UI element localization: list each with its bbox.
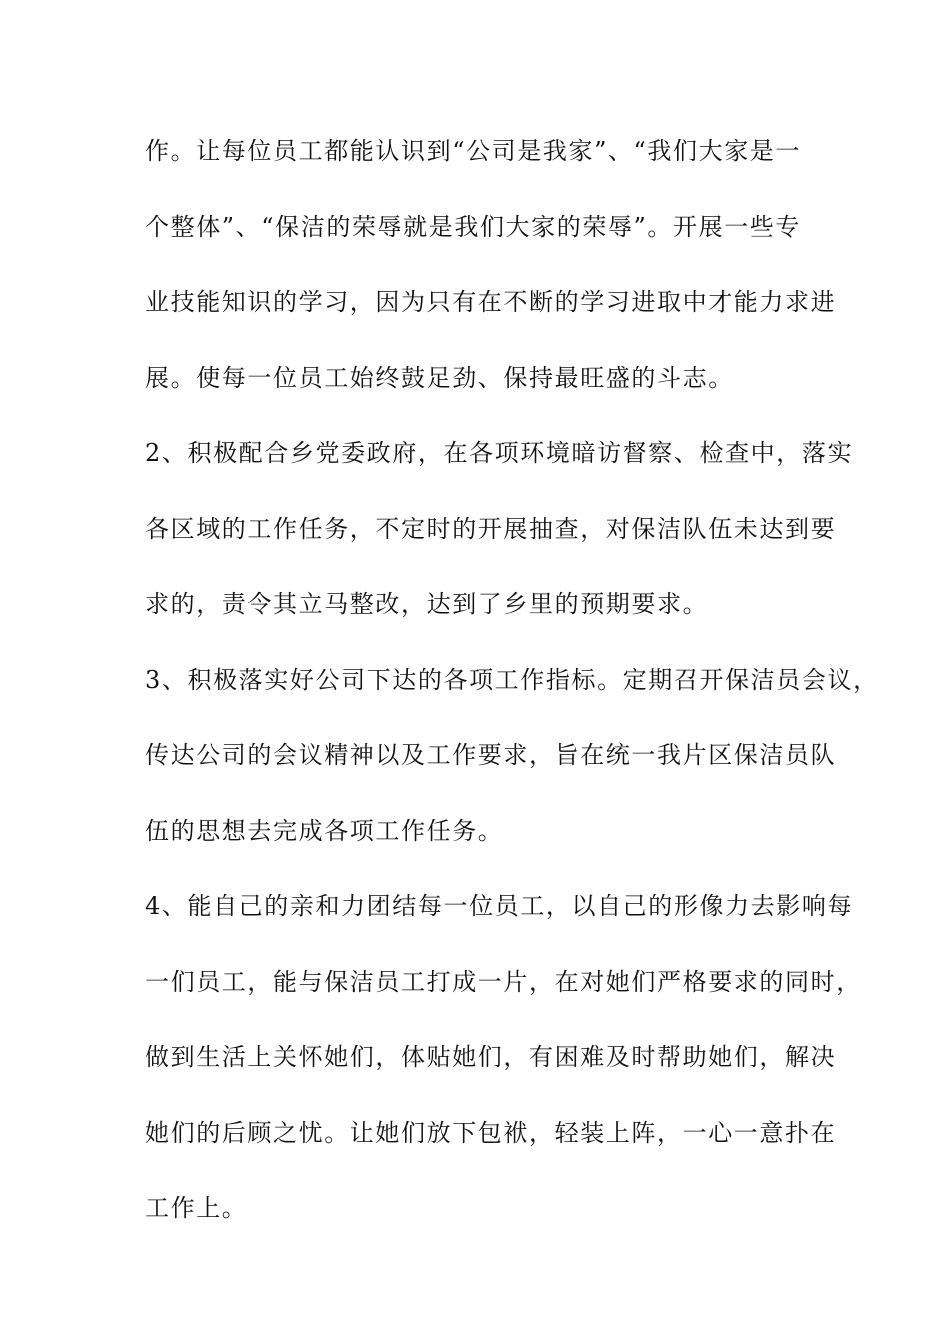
text-line: 2、积极配合乡党委政府，在各项环境暗访督察、检查中，落实 (145, 439, 854, 467)
text-line: 4、能自己的亲和力团结每一位员工，以自己的形像力去影响每 (145, 892, 854, 920)
text-line: 各区域的工作任务，不定时的开展抽查，对保洁队伍未达到要 (145, 514, 837, 543)
text-line: 作。让每位员工都能认识到“公司是我家”、“我们大家是一 (145, 137, 802, 165)
text-line: 求的，责令其立马整改，达到了乡里的预期要求。 (145, 590, 709, 618)
text-line: 个整体”、“保洁的荣辱就是我们大家的荣辱”。开展一些专 (145, 212, 802, 241)
text-line: 伍的思想去完成各项工作任务。 (145, 816, 504, 845)
text-line: 她们的后顾之忧。让她们放下包袱，轻装上阵，一心一意扑在 (145, 1118, 837, 1147)
text-line: 一们员工，能与保洁员工打成一片，在对她们严格要求的同时， (145, 967, 862, 996)
body-text (145, 127, 879, 1260)
text-line: 3、积极落实好公司下达的各项工作指标。定期召开保洁员会议， (145, 665, 879, 694)
text-line: 做到生活上关怀她们，体贴她们，有困难及时帮助她们，解决 (145, 1043, 837, 1071)
text-line: 工作上。 (145, 1194, 248, 1222)
text-line: 传达公司的会议精神以及工作要求，旨在统一我片区保洁员队 (145, 741, 837, 769)
text-line: 业技能知识的学习，因为只有在不断的学习进取中才能力求进 (145, 288, 837, 316)
text-line: 展。使每一位员工始终鼓足劲、保持最旺盛的斗志。 (145, 363, 734, 392)
